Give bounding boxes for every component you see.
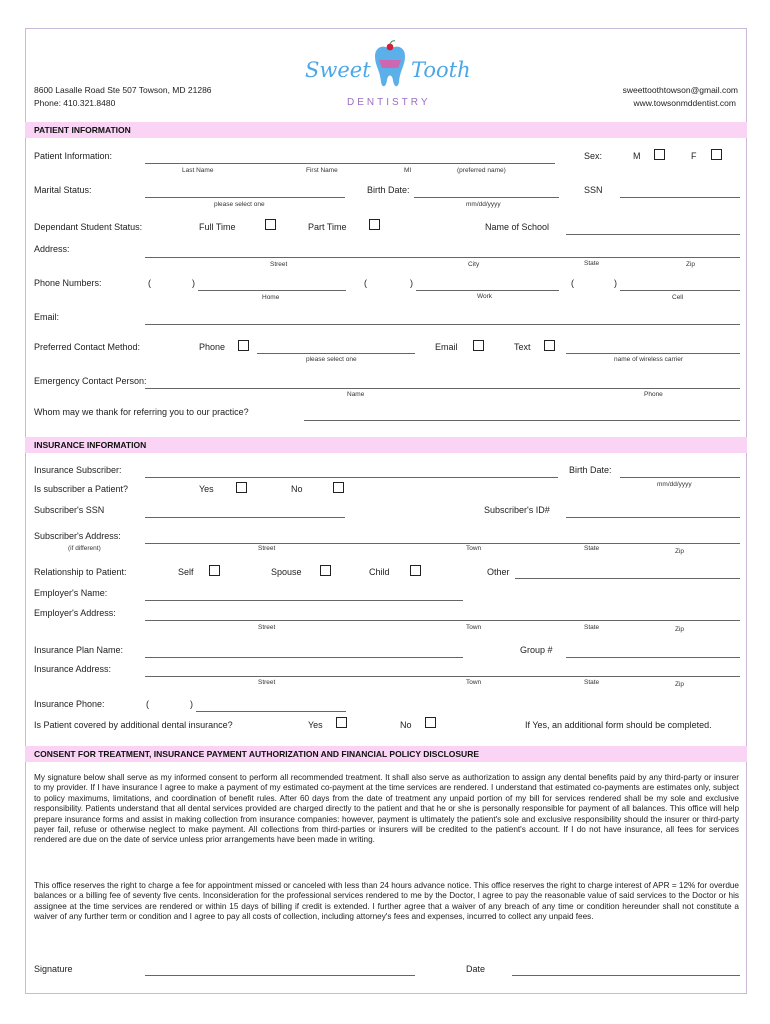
- home-paren-close: ): [192, 278, 195, 288]
- state-hint: State: [584, 260, 600, 267]
- relationship-self-label: Self: [178, 567, 194, 577]
- relationship-spouse-checkbox[interactable]: [320, 565, 331, 576]
- additional-yes-label: Yes: [308, 720, 323, 730]
- employer-name-field[interactable]: [145, 600, 463, 601]
- relationship-other-field[interactable]: [515, 578, 740, 579]
- consent-paragraph-1: My signature below shall serve as my informed consent to perform all recommended treatment. It shall also serve as authorization to assign any dental benefits paid by any third-party or insurer to my provider. If I have insurance I agree to make a payment of my estimated co-payment at the time services are rendered. I understand that estimated co-payments are estimates only, subject to policy maximums, limitations, and coordination of benefit rules. After 60 days from the date of treatment any unpaid portion of my bill for services rendered shall be my sole and exclusive responsibility. Patients understand that all dental services provided are charged directly to the patient and that he or she is personally responsible for payment of all balances. This office will help prepare insurance forms and assist in making collection from insurance companies: however, payment is ultimately the patient's sole and exclusive responsibility should the insurer or third-party payer fail, refuse or otherwise neglect to make payment. All collections from third-parties or insurers will be credited to the patient's account. If I do not have insurance, all fees for services rendered are due on the date of service unless prior arrangements have been made in writing.: [34, 773, 739, 845]
- insurance-section-title: INSURANCE INFORMATION: [34, 440, 147, 450]
- logo-subtitle: DENTISTRY: [347, 97, 431, 108]
- ssn-field[interactable]: [620, 197, 740, 198]
- home-paren-open: (: [148, 278, 151, 288]
- signature-date-field[interactable]: [512, 975, 740, 976]
- sex-male-label: M: [633, 151, 641, 161]
- subscriber-birth-date-label: Birth Date:: [569, 465, 612, 475]
- subscriber-yes-label: Yes: [199, 484, 214, 494]
- work-paren-close: ): [410, 278, 413, 288]
- cell-paren-close: ): [614, 278, 617, 288]
- contact-phone-label: Phone: [199, 342, 226, 352]
- dependant-status-label: Dependant Student Status:: [34, 222, 143, 232]
- subscriber-address-field[interactable]: [145, 543, 740, 544]
- subscriber-birth-date-field[interactable]: [620, 477, 740, 478]
- emergency-name-hint: Name: [347, 391, 365, 398]
- is-subscriber-patient-label: Is subscriber a Patient?: [34, 484, 129, 494]
- emergency-contact-field[interactable]: [145, 388, 740, 389]
- marital-status-label: Marital Status:: [34, 185, 92, 195]
- patient-name-field[interactable]: [145, 163, 555, 164]
- emp-zip-hint: Zip: [675, 626, 685, 633]
- home-phone-hint: Home: [262, 294, 280, 301]
- consent-section-header: [25, 746, 747, 762]
- wireless-carrier-field[interactable]: [566, 353, 740, 354]
- contact-method-field[interactable]: [257, 353, 415, 354]
- relationship-child-label: Child: [369, 567, 390, 577]
- signature-field[interactable]: [145, 975, 415, 976]
- insurance-subscriber-label: Insurance Subscriber:: [34, 465, 122, 475]
- insurance-subscriber-field[interactable]: [145, 477, 558, 478]
- cell-phone-hint: Cell: [672, 294, 684, 301]
- part-time-label: Part Time: [308, 222, 347, 232]
- sex-female-label: F: [691, 151, 697, 161]
- cell-paren-open: (: [571, 278, 574, 288]
- signature-label: Signature: [34, 964, 73, 974]
- work-phone-hint: Work: [477, 293, 493, 300]
- contact-email-label: Email: [435, 342, 458, 352]
- logo-word-tooth: Tooth: [411, 58, 471, 82]
- sex-male-checkbox[interactable]: [654, 149, 665, 160]
- practice-email[interactable]: sweettoothtowson@gmail.com: [622, 85, 738, 95]
- street-hint: Street: [270, 261, 288, 268]
- employer-address-field[interactable]: [145, 620, 740, 621]
- marital-status-field[interactable]: [145, 197, 345, 198]
- referral-field[interactable]: [304, 420, 740, 421]
- practice-website[interactable]: www.towsonmddentist.com: [633, 98, 736, 108]
- first-name-hint: First Name: [306, 167, 338, 174]
- insurance-address-field[interactable]: [145, 676, 740, 677]
- cell-phone-field[interactable]: [620, 290, 740, 291]
- insurance-phone-label: Insurance Phone:: [34, 699, 105, 709]
- part-time-checkbox[interactable]: [369, 219, 380, 230]
- birth-date-hint: mm/dd/yyyy: [466, 201, 501, 208]
- patient-section-title: PATIENT INFORMATION: [34, 125, 131, 135]
- subscriber-id-field[interactable]: [566, 517, 740, 518]
- contact-email-checkbox[interactable]: [473, 340, 484, 351]
- group-number-field[interactable]: [566, 657, 740, 658]
- sub-state-hint: State: [584, 545, 600, 552]
- ins-town-hint: Town: [466, 679, 482, 686]
- additional-insurance-label: Is Patient covered by additional dental insurance?: [34, 720, 233, 730]
- additional-yes-checkbox[interactable]: [336, 717, 347, 728]
- work-phone-field[interactable]: [416, 290, 559, 291]
- form-page: [25, 28, 747, 994]
- insurance-phone-field[interactable]: [196, 711, 346, 712]
- additional-note: If Yes, an additional form should be completed.: [525, 720, 712, 730]
- city-hint: City: [468, 261, 480, 268]
- contact-method-label: Preferred Contact Method:: [34, 342, 141, 352]
- relationship-child-checkbox[interactable]: [410, 565, 421, 576]
- subscriber-no-checkbox[interactable]: [333, 482, 344, 493]
- practice-phone: Phone: 410.321.8480: [34, 98, 116, 108]
- full-time-label: Full Time: [199, 222, 236, 232]
- emp-state-hint: State: [584, 624, 600, 631]
- contact-select-hint: please select one: [306, 356, 357, 363]
- relationship-other-label: Other: [487, 567, 510, 577]
- insurance-plan-field[interactable]: [145, 657, 463, 658]
- work-paren-open: (: [364, 278, 367, 288]
- employer-address-label: Employer's Address:: [34, 608, 116, 618]
- subscriber-no-label: No: [291, 484, 303, 494]
- consent-section-title: CONSENT FOR TREATMENT, INSURANCE PAYMENT AUTHORIZATION AND FINANCIAL POLICY DISCLOSURE: [34, 749, 480, 759]
- contact-text-label: Text: [514, 342, 531, 352]
- contact-phone-checkbox[interactable]: [238, 340, 249, 351]
- sub-town-hint: Town: [466, 545, 482, 552]
- home-phone-field[interactable]: [198, 290, 346, 291]
- relationship-label: Relationship to Patient:: [34, 567, 127, 577]
- practice-address: 8600 Lasalle Road Ste 507 Towson, MD 21286: [34, 85, 212, 95]
- subscriber-ssn-field[interactable]: [145, 517, 345, 518]
- patient-section-header: [25, 122, 747, 138]
- ins-paren-close: ): [190, 699, 193, 709]
- relationship-self-checkbox[interactable]: [209, 565, 220, 576]
- phone-numbers-label: Phone Numbers:: [34, 278, 102, 288]
- school-name-label: Name of School: [485, 222, 550, 232]
- emp-town-hint: Town: [466, 624, 482, 631]
- preferred-name-hint: (preferred name): [457, 167, 506, 174]
- sex-female-checkbox[interactable]: [711, 149, 722, 160]
- zip-hint: Zip: [686, 261, 696, 268]
- patient-info-label: Patient Information:: [34, 151, 113, 161]
- subscriber-date-hint: mm/dd/yyyy: [657, 481, 692, 488]
- address-label: Address:: [34, 244, 70, 254]
- employer-name-label: Employer's Name:: [34, 588, 108, 598]
- relationship-spouse-label: Spouse: [271, 567, 302, 577]
- last-name-hint: Last Name: [182, 167, 214, 174]
- mi-hint: MI: [404, 167, 412, 174]
- insurance-address-label: Insurance Address:: [34, 664, 112, 674]
- logo-word-sweet: Sweet: [305, 58, 371, 82]
- ins-street-hint: Street: [258, 679, 276, 686]
- emp-street-hint: Street: [258, 624, 276, 631]
- address-field[interactable]: [145, 257, 740, 258]
- school-name-field[interactable]: [566, 234, 740, 235]
- birth-date-field[interactable]: [414, 197, 559, 198]
- birth-date-label: Birth Date:: [367, 185, 410, 195]
- sex-label: Sex:: [584, 151, 603, 161]
- if-different-hint: (if different): [68, 545, 101, 552]
- ins-state-hint: State: [584, 679, 600, 686]
- signature-date-label: Date: [466, 964, 486, 974]
- additional-no-label: No: [400, 720, 412, 730]
- ins-paren-open: (: [146, 699, 149, 709]
- email-field[interactable]: [145, 324, 740, 325]
- insurance-section-header: [25, 437, 747, 453]
- sub-zip-hint: Zip: [675, 548, 685, 555]
- additional-no-checkbox[interactable]: [425, 717, 436, 728]
- full-time-checkbox[interactable]: [265, 219, 276, 230]
- marital-select-hint: please select one: [214, 201, 265, 208]
- subscriber-ssn-label: Subscriber's SSN: [34, 505, 105, 515]
- subscriber-yes-checkbox[interactable]: [236, 482, 247, 493]
- subscriber-address-label: Subscriber's Address:: [34, 531, 121, 541]
- email-label: Email:: [34, 312, 60, 322]
- emergency-phone-hint: Phone: [644, 391, 663, 398]
- emergency-contact-label: Emergency Contact Person:: [34, 376, 147, 386]
- carrier-hint: name of wireless carrier: [614, 356, 683, 363]
- contact-text-checkbox[interactable]: [544, 340, 555, 351]
- ssn-label: SSN: [584, 185, 603, 195]
- subscriber-id-label: Subscriber's ID#: [484, 505, 550, 515]
- referral-label: Whom may we thank for referring you to our practice?: [34, 407, 249, 417]
- sweet-tooth-logo: [303, 38, 473, 110]
- sub-street-hint: Street: [258, 545, 276, 552]
- consent-paragraph-2: This office reserves the right to charge a fee for appointment missed or canceled with less than 24 hours advance notice. This office reserves the right to charge interest of APR = 12% for overdue balances or a billing fee of seventy five cents. Inconsideration for the professional services rendered to me by the Doctor, I agree to pay the reasonable value of said services to the Doctor or his assignee at the time services are rendered or within 15 days of billing if credit is extended. I further agree that a waiver of any breach of any time or condition hereunder shall not constitute a waiver of any further term or condition and I agree to pay all costs of collection, including attorney's fees and expenses, incurred to collect any unpaid fees.: [34, 881, 739, 922]
- insurance-plan-label: Insurance Plan Name:: [34, 645, 124, 655]
- group-number-label: Group #: [520, 645, 553, 655]
- ins-zip-hint: Zip: [675, 681, 685, 688]
